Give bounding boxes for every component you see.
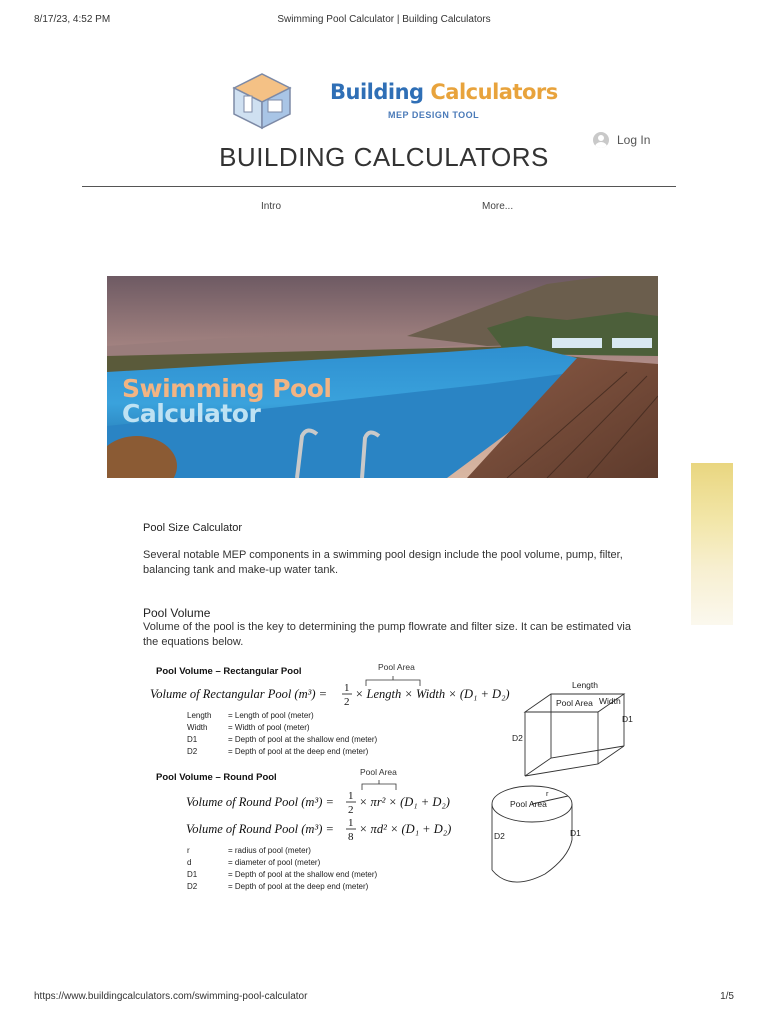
round-eq1-lhs: Volume of Round Pool (m³) =	[186, 795, 334, 809]
login-label: Log In	[617, 133, 651, 147]
rect-def-sym-3: D2	[187, 747, 198, 756]
round-definitions	[187, 846, 378, 891]
box-label-length: Length	[572, 680, 598, 690]
hero-banner	[107, 276, 658, 478]
section-title: Pool Size Calculator	[143, 522, 243, 534]
round-def-desc-0: = radius of pool (meter)	[228, 846, 311, 855]
round-def-sym-0: r	[187, 846, 190, 855]
cyl-label-r: r	[546, 789, 549, 798]
round-eq1-num: 1	[348, 790, 354, 802]
rect-def-desc-2: = Depth of pool at the shallow end (meter)	[228, 735, 378, 744]
cyl-label-d2: D2	[494, 831, 505, 841]
round-eq2-den: 8	[348, 831, 354, 843]
pool-volume-figure	[150, 660, 650, 900]
side-banner	[691, 463, 733, 625]
round-eq1-den: 2	[348, 804, 354, 816]
round-eq2-lhs: Volume of Round Pool (m³) =	[186, 822, 334, 836]
pool-volume-diagram	[150, 660, 650, 900]
round-def-desc-2: = Depth of pool at the shallow end (meter)	[228, 870, 378, 879]
box-label-d1: D1	[622, 714, 633, 724]
print-page-number: 1/5	[720, 991, 734, 1002]
volume-paragraph: Volume of the pool is the key to determining the pump flowrate and filter size. It can be estimated via the equations below.	[143, 621, 631, 648]
rect-def-desc-1: = Width of pool (meter)	[228, 723, 310, 732]
box-label-pool-area: Pool Area	[556, 698, 593, 708]
round-pool-area-label: Pool Area	[360, 767, 397, 777]
rect-half-num: 1	[344, 682, 350, 694]
volume-heading: Pool Volume	[143, 606, 211, 620]
nav-item-intro[interactable]: Intro	[261, 201, 282, 212]
rect-def-desc-0: = Length of pool (meter)	[228, 711, 314, 720]
round-def-sym-1: d	[187, 858, 192, 867]
rect-definitions	[187, 711, 378, 756]
login-button[interactable]	[593, 132, 650, 148]
intro-paragraph: Several notable MEP components in a swimming pool design include the pool volume, pump, filter, balancing tank and make-up water tank.	[143, 549, 623, 576]
round-heading: Pool Volume – Round Pool	[156, 772, 277, 783]
box-label-d2: D2	[512, 733, 523, 743]
rect-def-desc-3: = Depth of pool at the deep end (meter)	[228, 747, 369, 756]
rect-def-sym-1: Width	[187, 723, 208, 732]
nav-item-more[interactable]: More...	[482, 201, 514, 212]
rect-equation-lhs: Volume of Rectangular Pool (m³) =	[150, 687, 328, 701]
round-def-desc-3: = Depth of pool at the deep end (meter)	[228, 882, 369, 891]
rect-half-den: 2	[344, 696, 350, 708]
print-datetime: 8/17/23, 4:52 PM	[34, 14, 111, 25]
hero-title-line2: Calculator	[122, 399, 261, 428]
rect-heading: Pool Volume – Rectangular Pool	[156, 666, 302, 677]
round-eq2-num: 1	[348, 817, 354, 829]
cyl-label-pool-area: Pool Area	[510, 799, 547, 809]
cyl-label-d1: D1	[570, 828, 581, 838]
round-def-desc-1: = diameter of pool (meter)	[228, 858, 321, 867]
rect-bracket	[366, 676, 420, 686]
site-title[interactable]: BUILDING CALCULATORS	[219, 142, 549, 172]
round-eq2-rhs: × πd² × (D₁ + D₂)	[359, 822, 452, 836]
box-label-width: Width	[599, 696, 621, 706]
logo-tagline: MEP DESIGN TOOL	[388, 110, 480, 120]
rect-equation-rhs: × Length × Width × (D₁ + D₂)	[355, 687, 510, 701]
print-url[interactable]: https://www.buildingcalculators.com/swimming-pool-calculator	[34, 991, 308, 1002]
logo-wordmark	[330, 80, 558, 104]
header-divider	[82, 186, 676, 187]
rect-def-sym-0: Length	[187, 711, 212, 720]
hero-title	[122, 376, 331, 426]
logo-word-building: Building	[330, 80, 424, 104]
logo-word-calculators: Calculators	[430, 80, 558, 104]
building-logo-icon	[228, 66, 298, 132]
round-bracket	[362, 780, 396, 790]
rect-pool-area-label: Pool Area	[378, 662, 415, 672]
round-def-sym-2: D1	[187, 870, 198, 879]
round-eq1-rhs: × πr² × (D₁ + D₂)	[359, 795, 450, 809]
hero-title-line1: Swimming Pool	[122, 374, 332, 403]
round-def-sym-3: D2	[187, 882, 198, 891]
rect-def-sym-2: D1	[187, 735, 198, 744]
print-page-title: Swimming Pool Calculator | Building Calculators	[277, 14, 491, 25]
user-avatar-icon	[593, 132, 609, 148]
